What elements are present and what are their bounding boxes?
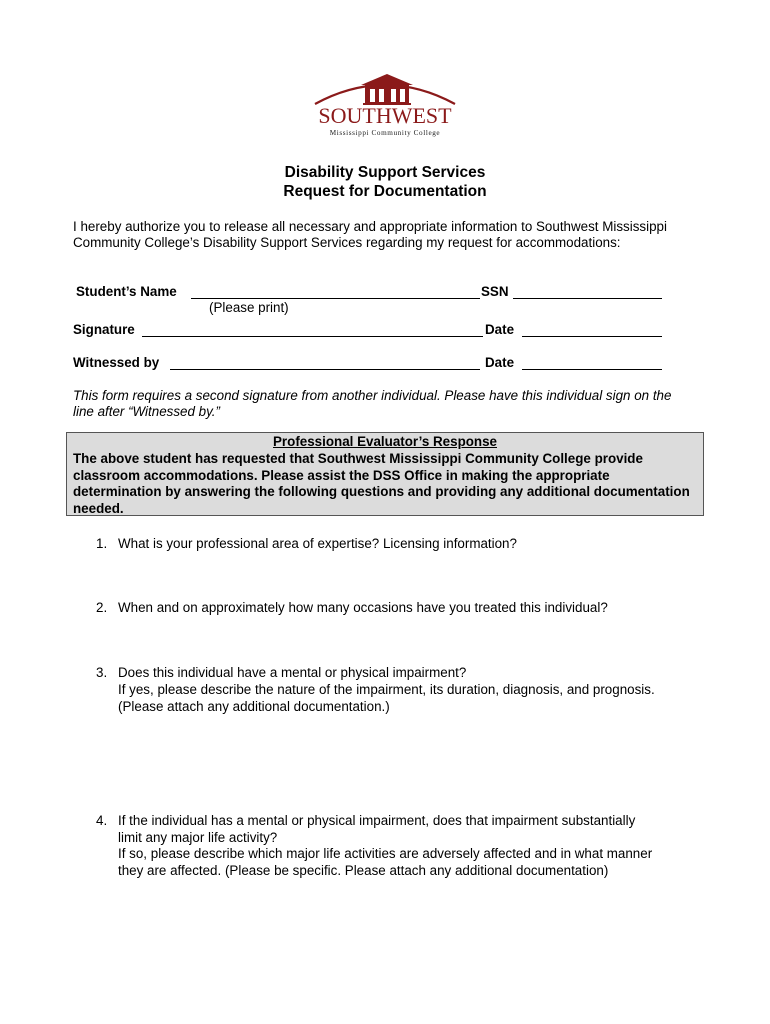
college-logo [305, 70, 465, 140]
document-title: Disability Support Services [284, 164, 486, 181]
witness-date-field[interactable] [522, 369, 662, 370]
witness-date-label: Date [485, 355, 515, 370]
signature-date-label: Date [485, 322, 515, 337]
student-name-label: Student’s Name [76, 284, 177, 299]
evaluator-response-title: Professional Evaluator’s Response [273, 434, 497, 449]
question-detail-text: If so, please describe which major life activities are adversely affected and in what manner they are affected. (Please be specific. Please attach any additional documentation) [118, 846, 653, 878]
witness-signature-field[interactable] [170, 369, 480, 370]
signature-label: Signature [73, 322, 135, 337]
ssn-field[interactable] [513, 298, 662, 299]
logo-name-text: SOUTHWEST [318, 103, 452, 128]
question-number: 2. [96, 600, 108, 615]
signature-field[interactable] [142, 336, 483, 337]
ssn-label: SSN [481, 284, 509, 299]
please-print-hint: (Please print) [209, 300, 289, 315]
question-text: Does this individual have a mental or physical impairment? [118, 665, 467, 680]
second-signature-note: This form requires a second signature from another individual. Please have this individual sign on the line after “Witnessed by.” [73, 388, 672, 419]
authorization-paragraph: I hereby authorize you to release all necessary and appropriate information to Southwest Mississippi Community College’s Disability Support Services regarding my request for accommodations: [73, 219, 667, 250]
college-logo-graphic [305, 70, 465, 140]
question-text: When and on approximately how many occasions have you treated this individual? [118, 600, 608, 615]
student-name-field[interactable] [191, 298, 480, 299]
question-text: If the individual has a mental or physical impairment, does that impairment substantially limit any major life activity? [118, 813, 636, 845]
question-detail-text: If yes, please describe the nature of the impairment, its duration, diagnosis, and prognosis. (Please attach any additional documentation.) [118, 682, 655, 714]
question-text: What is your professional area of expertise? Licensing information? [118, 536, 517, 551]
signature-date-field[interactable] [522, 336, 662, 337]
question-number: 4. [96, 813, 108, 828]
question-number: 1. [96, 536, 108, 551]
document-subtitle: Request for Documentation [283, 183, 487, 200]
question-number: 3. [96, 665, 108, 680]
evaluator-response-body: The above student has requested that Southwest Mississippi Community College provide classroom accommodations. Please assist the DSS Office in making the appropriate determination by answering the following questions and providing any additional documentation needed. [73, 451, 690, 516]
logo-subtitle-text: Mississippi Community College [329, 129, 441, 137]
witnessed-by-label: Witnessed by [73, 355, 160, 370]
